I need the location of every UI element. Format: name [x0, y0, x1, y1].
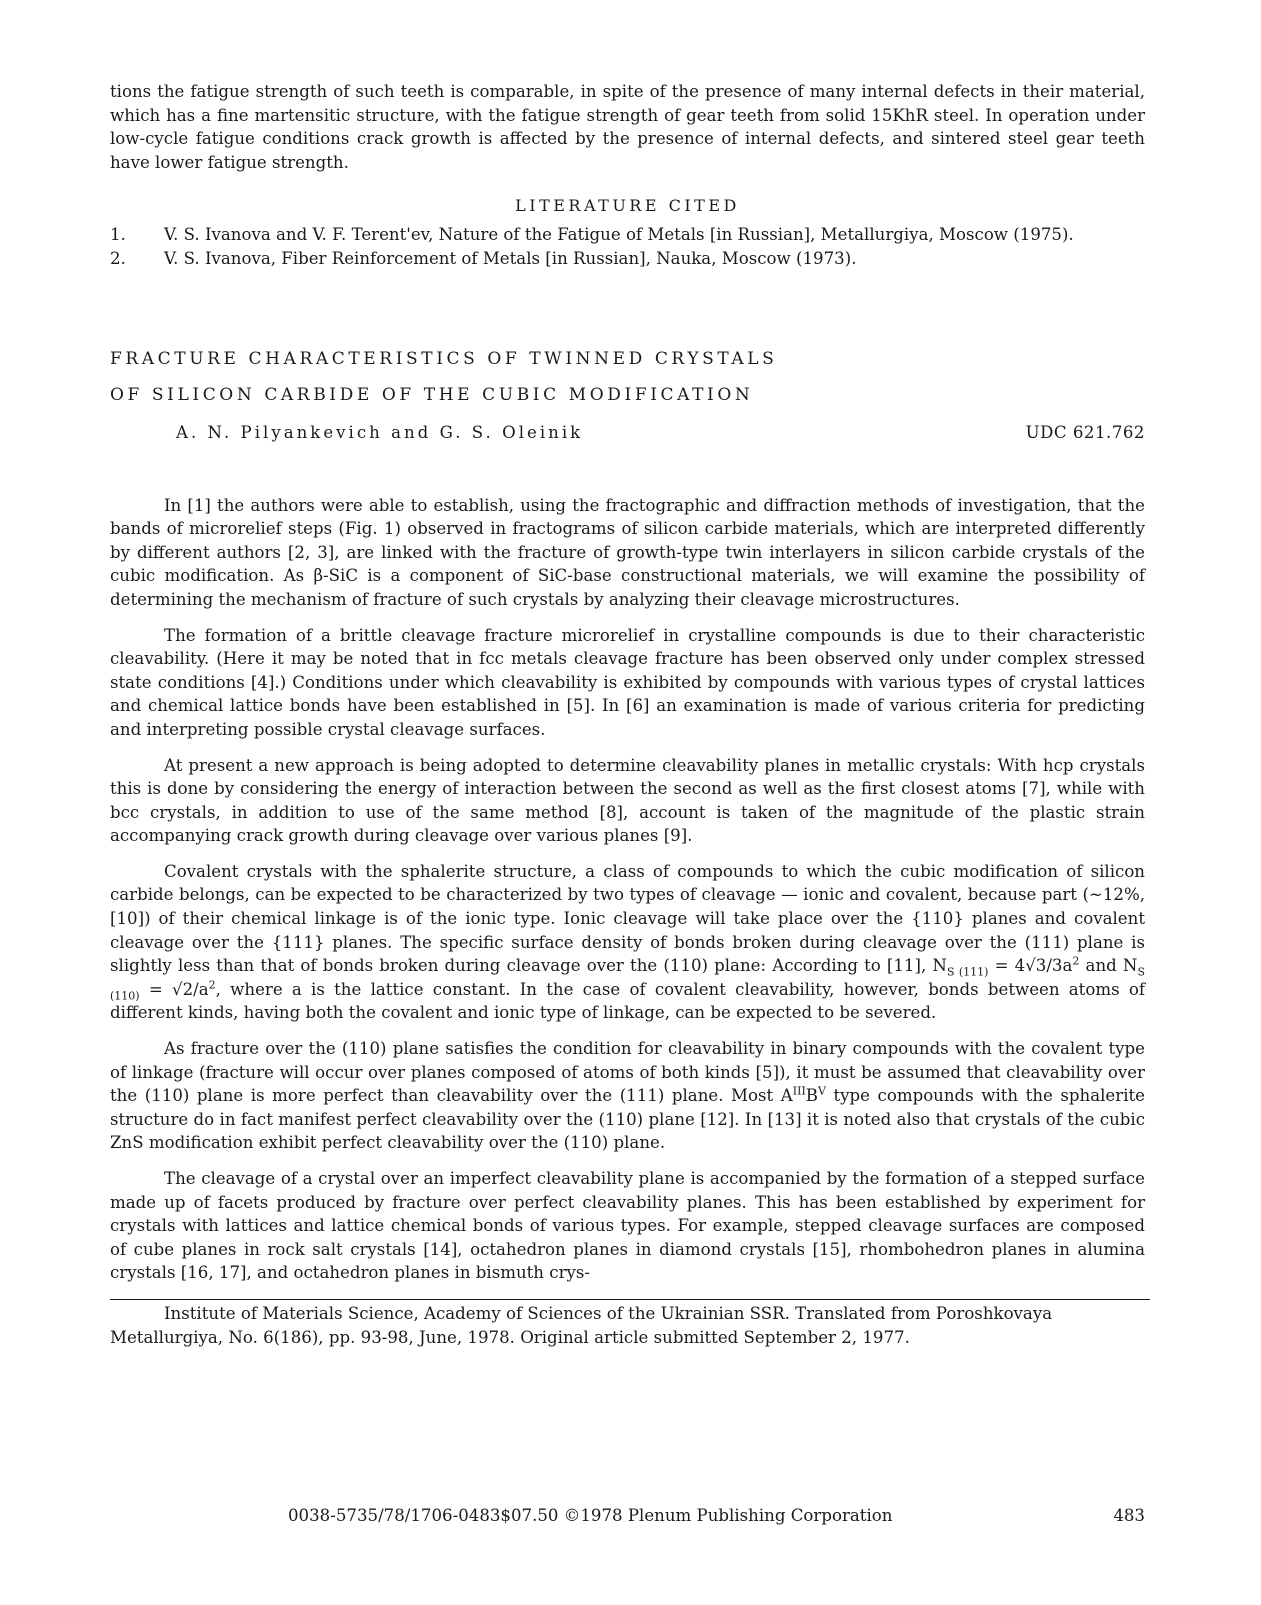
literature-heading: LITERATURE CITED: [515, 196, 740, 216]
byline: [110, 423, 1145, 442]
intro-paragraph: tions the fatigue strength of such teeth is comparable, in spite of the presence of many internal defects in their material, which has a fine martensitic structure, with the fatigue strength of gear teeth from solid 15KhR steel. In operation under low-cycle fatigue conditions crack growth is affected by the presence of internal defects, and sintered steel gear teeth have lower fatigue strength.: [110, 82, 1145, 172]
page-footer: [110, 1506, 1145, 1525]
paragraph-1: In [1] the authors were able to establish, using the fractographic and diffraction methods of investigation, that the bands of microrelief steps (Fig. 1) observed in fractograms of silicon carbide materials, which are interpreted differently by different authors [2, 3], are linked with the fracture of growth-type twin interlayers in silicon carbide crystals of the cubic modification. As β-SiC is a component of SiC-base constructional materials, we will examine the possibility of determining the mechanism of fracture of such crystals by analyzing their cleavage microstructures.: [110, 495, 1145, 609]
reference-number: 1.: [110, 225, 126, 245]
title-line-1: FRACTURE CHARACTERISTICS OF TWINNED CRYSTALS: [110, 348, 778, 369]
udc-code: UDC 621.762: [1025, 422, 1145, 442]
page-number: 483: [1113, 1506, 1145, 1525]
article-title: [110, 341, 1145, 413]
reference-text: V. S. Ivanova and V. F. Terent'ev, Nature of the Fatigue of Metals [in Russian], Metallurgiya, Moscow (1975).: [164, 225, 1074, 245]
footnote-divider: [110, 1299, 1150, 1300]
title-line-2: OF SILICON CARBIDE OF THE CUBIC MODIFICATION: [110, 384, 754, 405]
paragraph-6: The cleavage of a crystal over an imperfect cleavability plane is accompanied by the formation of a stepped surface made up of facets produced by fracture over perfect cleavability planes. This has been established by experiment for crystals with lattices and lattice chemical bonds of various types. For example, stepped cleavage surfaces are composed of cube planes in rock salt crystals [14], octahedron planes in diamond crystals [15], rhombohedron planes in alumina crystals [16, 17], and octahedron planes in bismuth crys-: [110, 1169, 1145, 1283]
reference-item: [110, 247, 1145, 271]
paragraph-5: As fracture over the (110) plane satisfies the condition for cleavability in binary compounds with the covalent type of linkage (fracture will occur over planes composed of atoms of both kinds [5]), it must be assumed that cleavability over the (110) plane is more perfect than cleavability over the (111) plane. Most $A^{III}B^V$ type compounds with the sphalerite structure do in fact manifest perfect cleavability over the (110) plane [12]. In [13] it is noted also that crystals of the cubic ZnS modification exhibit perfect cleavability over the (110) plane.: [110, 1039, 1145, 1153]
reference-list: [110, 223, 1145, 270]
paragraph-2: The formation of a brittle cleavage fracture microrelief in crystalline compounds is due to their characteristic cleavability. (Here it may be noted that in fcc metals cleavage fracture has been observed only under complex stressed state conditions [4].) Conditions under which cleavability is exhibited by compounds with various types of crystal lattices and chemical lattice bonds have been established in [5]. In [6] an examination is made of various criteria for predicting and interpreting possible crystal cleavage surfaces.: [110, 625, 1145, 739]
paragraph-4: Covalent crystals with the sphalerite structure, a class of compounds to which the cubic modification of silicon carbide belongs, can be expected to be characterized by two types of cleavage — ionic and covalent, because part (~12%, [10]) of their chemical linkage is of the ionic type. Ionic cleavage will take place over the {110} planes and covalent cleavage over the {111} planes. The specific surface density of bonds broken during cleavage over the (111) plane is slightly less than that of bonds broken during cleavage over the (110) plane: According to [11], $N_{S (111)} = 4√3/3a^2$ and $N_{S (110)} = √2/a^2$, where a is the lattice constant. In the case of covalent cleavability, however, bonds between atoms of different kinds, having both the covalent and ionic type of linkage, can be expected to be severed.: [110, 861, 1145, 1023]
article-body: [110, 494, 1145, 1285]
reference-text: V. S. Ivanova, Fiber Reinforcement of Metals [in Russian], Nauka, Moscow (1973).: [164, 248, 857, 268]
page-content: [110, 80, 1145, 1349]
footnote: Institute of Materials Science, Academy of Sciences of the Ukrainian SSR. Translated from Poroshkovaya Metallurgiya, No. 6(186), pp. 93-98, June, 1978. Original article submitted September 2, 1977.: [110, 1303, 1053, 1347]
reference-number: 2.: [110, 248, 126, 268]
reference-item: [110, 223, 1145, 247]
paragraph-4-text-b: , where a is the lattice constant. In the case of covalent cleavability, however, bonds between atoms of different kinds, having both the covalent and ionic type of linkage, can be expected to be severed.: [110, 979, 1145, 1023]
paragraph-3: At present a new approach is being adopted to determine cleavability planes in metallic crystals: With hcp crystals this is done by considering the energy of interaction between the second as well as the first closest atoms [7], while with bcc crystals, in addition to use of the same method [8], account is taken of the magnitude of the plastic strain accompanying crack growth during cleavage over various planes [9].: [110, 755, 1145, 846]
copyright-line: 0038-5735/78/1706-0483$07.50 ©1978 Plenum Publishing Corporation: [288, 1506, 893, 1525]
authors: A. N. Pilyankevich and G. S. Oleinik: [176, 422, 584, 442]
paragraph-4-text-a: Covalent crystals with the sphalerite structure, a class of compounds to which the cubic modification of silicon carbide belongs, can be expected to be characterized by two types of cleavage — ionic and covalent, because part (~12%, [10]) of their chemical linkage is of the ionic type. Ionic cleavage will take place over the {110} planes and covalent cleavage over the {111} planes. The specific surface density of bonds broken during cleavage over the (111) plane is slightly less than that of bonds broken during cleavage over the (110) plane: According to [11],: [110, 861, 1145, 976]
density-formula-111: $N_{S (111)} = 4√3/3a^2$: [932, 954, 1080, 979]
density-formula-110: $N_{S (110)} = √2/a^2$: [110, 956, 1145, 1003]
